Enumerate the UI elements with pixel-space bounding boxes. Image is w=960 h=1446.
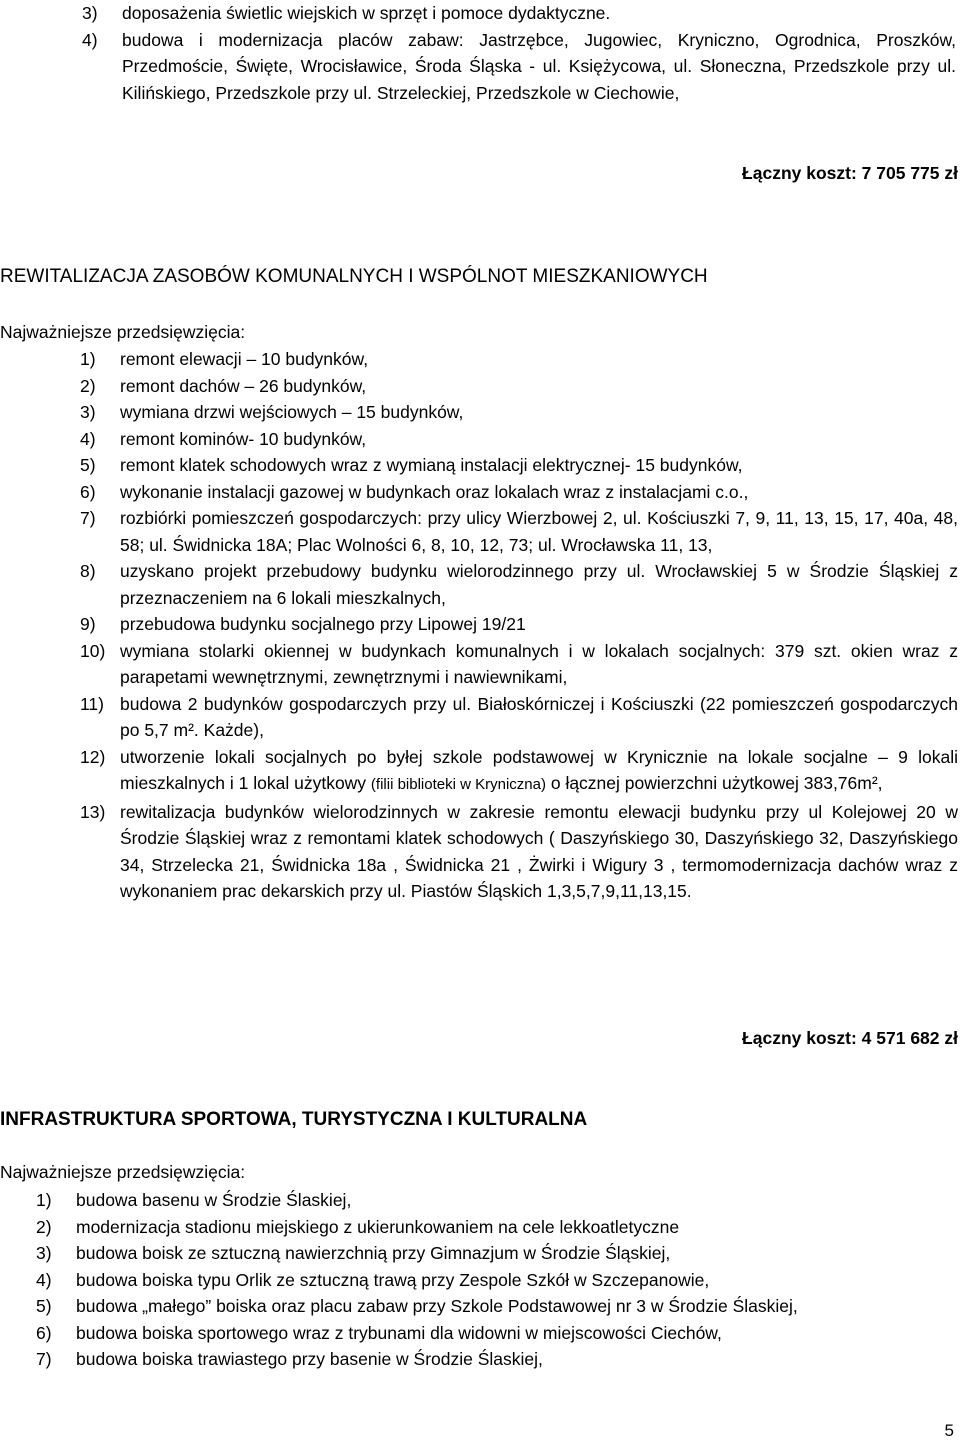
total-cost-section2: Łączny koszt: 4 571 682 zł bbox=[742, 1028, 958, 1048]
item-text: wymiana stolarki okiennej w budynkach komunalnych i w lokalach socjalnych: 379 szt. okien wraz z parapetami wewnętrznymi, zewnętrznymi i nawiewnikami, bbox=[120, 640, 958, 687]
item-text: budowa 2 budynków gospodarczych przy ul. Białoskórniczej i Kościuszki (22 pomieszczeń gospodarczych po 5,7 m². Każde), bbox=[120, 693, 958, 740]
list-item bbox=[0, 1214, 958, 1241]
section-heading-infrastructure: INFRASTRUKTURA SPORTOWA, TURYSTYCZNA I KULTURALNA bbox=[0, 1109, 588, 1130]
list-item bbox=[0, 0, 958, 27]
item-text: budowa boiska trawiastego przy basenie w Środzie Ślaskiej, bbox=[76, 1349, 543, 1369]
item-text: budowa basenu w Środzie Ślaskiej, bbox=[76, 1190, 352, 1210]
item-number: 5) bbox=[36, 1296, 52, 1316]
item-number: 12) bbox=[80, 746, 106, 767]
item-number: 7) bbox=[36, 1349, 52, 1369]
item-number: 1) bbox=[36, 1190, 52, 1210]
section-intro: Najważniejsze przedsięwzięcia: bbox=[0, 1162, 246, 1182]
list-item bbox=[0, 611, 958, 638]
item-text: budowa „małego” boiska oraz placu zabaw przy Szkole Podstawowej nr 3 w Środzie Ślaskiej, bbox=[76, 1296, 798, 1316]
item-number: 3) bbox=[80, 402, 96, 422]
item-number: 7) bbox=[80, 508, 96, 528]
section-intro: Najważniejsze przedsięwzięcia: bbox=[0, 322, 246, 342]
list-item bbox=[0, 1320, 958, 1347]
item-number: 1) bbox=[80, 349, 96, 369]
item-number: 2) bbox=[80, 375, 96, 396]
item-number: 10) bbox=[80, 640, 106, 661]
item-text-small-note: (filii biblioteki w Kryniczna) bbox=[370, 776, 546, 793]
list-item bbox=[0, 691, 958, 744]
list-item bbox=[0, 479, 958, 506]
infrastructure-list bbox=[0, 1187, 958, 1373]
list-item bbox=[0, 1267, 958, 1294]
item-text: budowa boisk ze sztuczną nawierzchnią przy Gimnazjum w Środzie Śląskiej, bbox=[76, 1243, 671, 1263]
item-text: wykonanie instalacji gazowej w budynkach oraz lokalach wraz z instalacjami c.o., bbox=[120, 481, 749, 502]
item-text: rewitalizacja budynków wielorodzinnych w zakresie remontu elewacji budynku przy ul Kolejowej 20 w Środzie Śląskiej wraz z remontami klatek schodowych ( Daszyńskiego 30, Daszyńskiego 32, Daszyńskiego 34, Strzelecka 21, Świdnicka 18a , Świdnicka 21 , Żwirki i Wigury 3 , termomodernizacja dachów wraz z wykonaniem prac dekarskich przy ul. Piastów Śląskich 1,3,5,7,9,11,13,15. bbox=[120, 801, 958, 901]
item-text: remont dachów – 26 budynków, bbox=[120, 375, 367, 396]
item-number: 11) bbox=[80, 693, 104, 714]
list-item bbox=[0, 27, 958, 107]
item-number: 5) bbox=[80, 455, 96, 475]
list-item bbox=[0, 744, 958, 799]
item-number: 13) bbox=[80, 801, 106, 822]
item-number: 6) bbox=[36, 1322, 52, 1343]
item-text: uzyskano projekt przebudowy budynku wielorodzinnego przy ul. Wrocławskiej 5 w Środzie Śląskiej z przeznaczeniem na 6 lokali mieszkalnych, bbox=[120, 561, 958, 608]
item-number: 3) bbox=[36, 1243, 52, 1263]
list-item bbox=[0, 799, 958, 905]
section-heading-revitalization: REWITALIZACJA ZASOBÓW KOMUNALNYCH I WSPÓLNOT MIESZKANIOWYCH bbox=[0, 266, 708, 287]
item-text: budowa boiska sportowego wraz z trybunami dla widowni w miejscowości Ciechów, bbox=[76, 1322, 722, 1343]
item-text: modernizacja stadionu miejskiego z ukierunkowaniem na cele lekkoatletyczne bbox=[76, 1216, 680, 1237]
list-item bbox=[0, 426, 958, 453]
list-item bbox=[0, 1346, 958, 1373]
page-number: 5 bbox=[944, 1421, 954, 1440]
item-number: 2) bbox=[36, 1216, 52, 1237]
list-item bbox=[0, 346, 958, 373]
item-number: 4) bbox=[36, 1269, 52, 1290]
total-cost-section1: Łączny koszt: 7 705 775 zł bbox=[742, 163, 958, 183]
item-text: przebudowa budynku socjalnego przy Lipowej 19/21 bbox=[120, 614, 526, 634]
item-text-part: o łącznej powierzchni użytkowej 383,76m², bbox=[545, 773, 883, 793]
playground-investments-list bbox=[0, 0, 958, 106]
item-text: rozbiórki pomieszczeń gospodarczych: przy ulicy Wierzbowej 2, ul. Kościuszki 7, 9, 11, 13, 15, 17, 40a, 48, 58; ul. Świdnicka 18A; Plac Wolności 6, 8, 10, 12, 73; ul. Wrocławska 11, 13, bbox=[120, 508, 958, 555]
list-item bbox=[0, 638, 958, 691]
item-text: doposażenia świetlic wiejskich w sprzęt i pomoce dydaktyczne. bbox=[122, 3, 611, 23]
list-item bbox=[0, 1240, 958, 1267]
item-text-part: utworzenie lokali socjalnych po byłej szkole podstawowej w Krynicznie na lokale socjalne – 9 lokali mieszkalnych i 1 lokal użytkowy bbox=[120, 746, 958, 793]
item-number: 4) bbox=[82, 29, 98, 50]
item-number: 9) bbox=[80, 614, 96, 634]
list-item bbox=[0, 1187, 958, 1214]
item-text: remont elewacji – 10 budynków, bbox=[120, 349, 369, 369]
list-item bbox=[0, 1293, 958, 1320]
item-text: remont klatek schodowych wraz z wymianą instalacji elektrycznej- 15 budynków, bbox=[120, 455, 743, 475]
list-item bbox=[0, 558, 958, 611]
item-text: wymiana drzwi wejściowych – 15 budynków, bbox=[120, 402, 464, 422]
item-text: budowa boiska typu Orlik ze sztuczną trawą przy Zespole Szkół w Szczepanowie, bbox=[76, 1269, 710, 1290]
list-item bbox=[0, 373, 958, 400]
list-item bbox=[0, 505, 958, 558]
list-item bbox=[0, 452, 958, 479]
item-number: 4) bbox=[80, 428, 96, 449]
item-text: remont kominów- 10 budynków, bbox=[120, 428, 367, 449]
revitalization-list bbox=[0, 346, 958, 905]
item-text bbox=[120, 744, 958, 799]
item-text: budowa i modernizacja placów zabaw: Jastrzębce, Jugowiec, Kryniczno, Ogrodnica, Proszków, Przedmoście, Święte, Wrocisławice, Środa Śląska - ul. Księżycowa, ul. Słoneczna, Przedszkole przy ul. Kilińskiego, Przedszkole przy ul. Strzeleckiej, Przedszkole w Ciechowie, bbox=[122, 29, 956, 103]
item-number: 3) bbox=[82, 3, 98, 23]
item-number: 6) bbox=[80, 481, 96, 502]
list-item bbox=[0, 399, 958, 426]
item-number: 8) bbox=[80, 561, 96, 581]
